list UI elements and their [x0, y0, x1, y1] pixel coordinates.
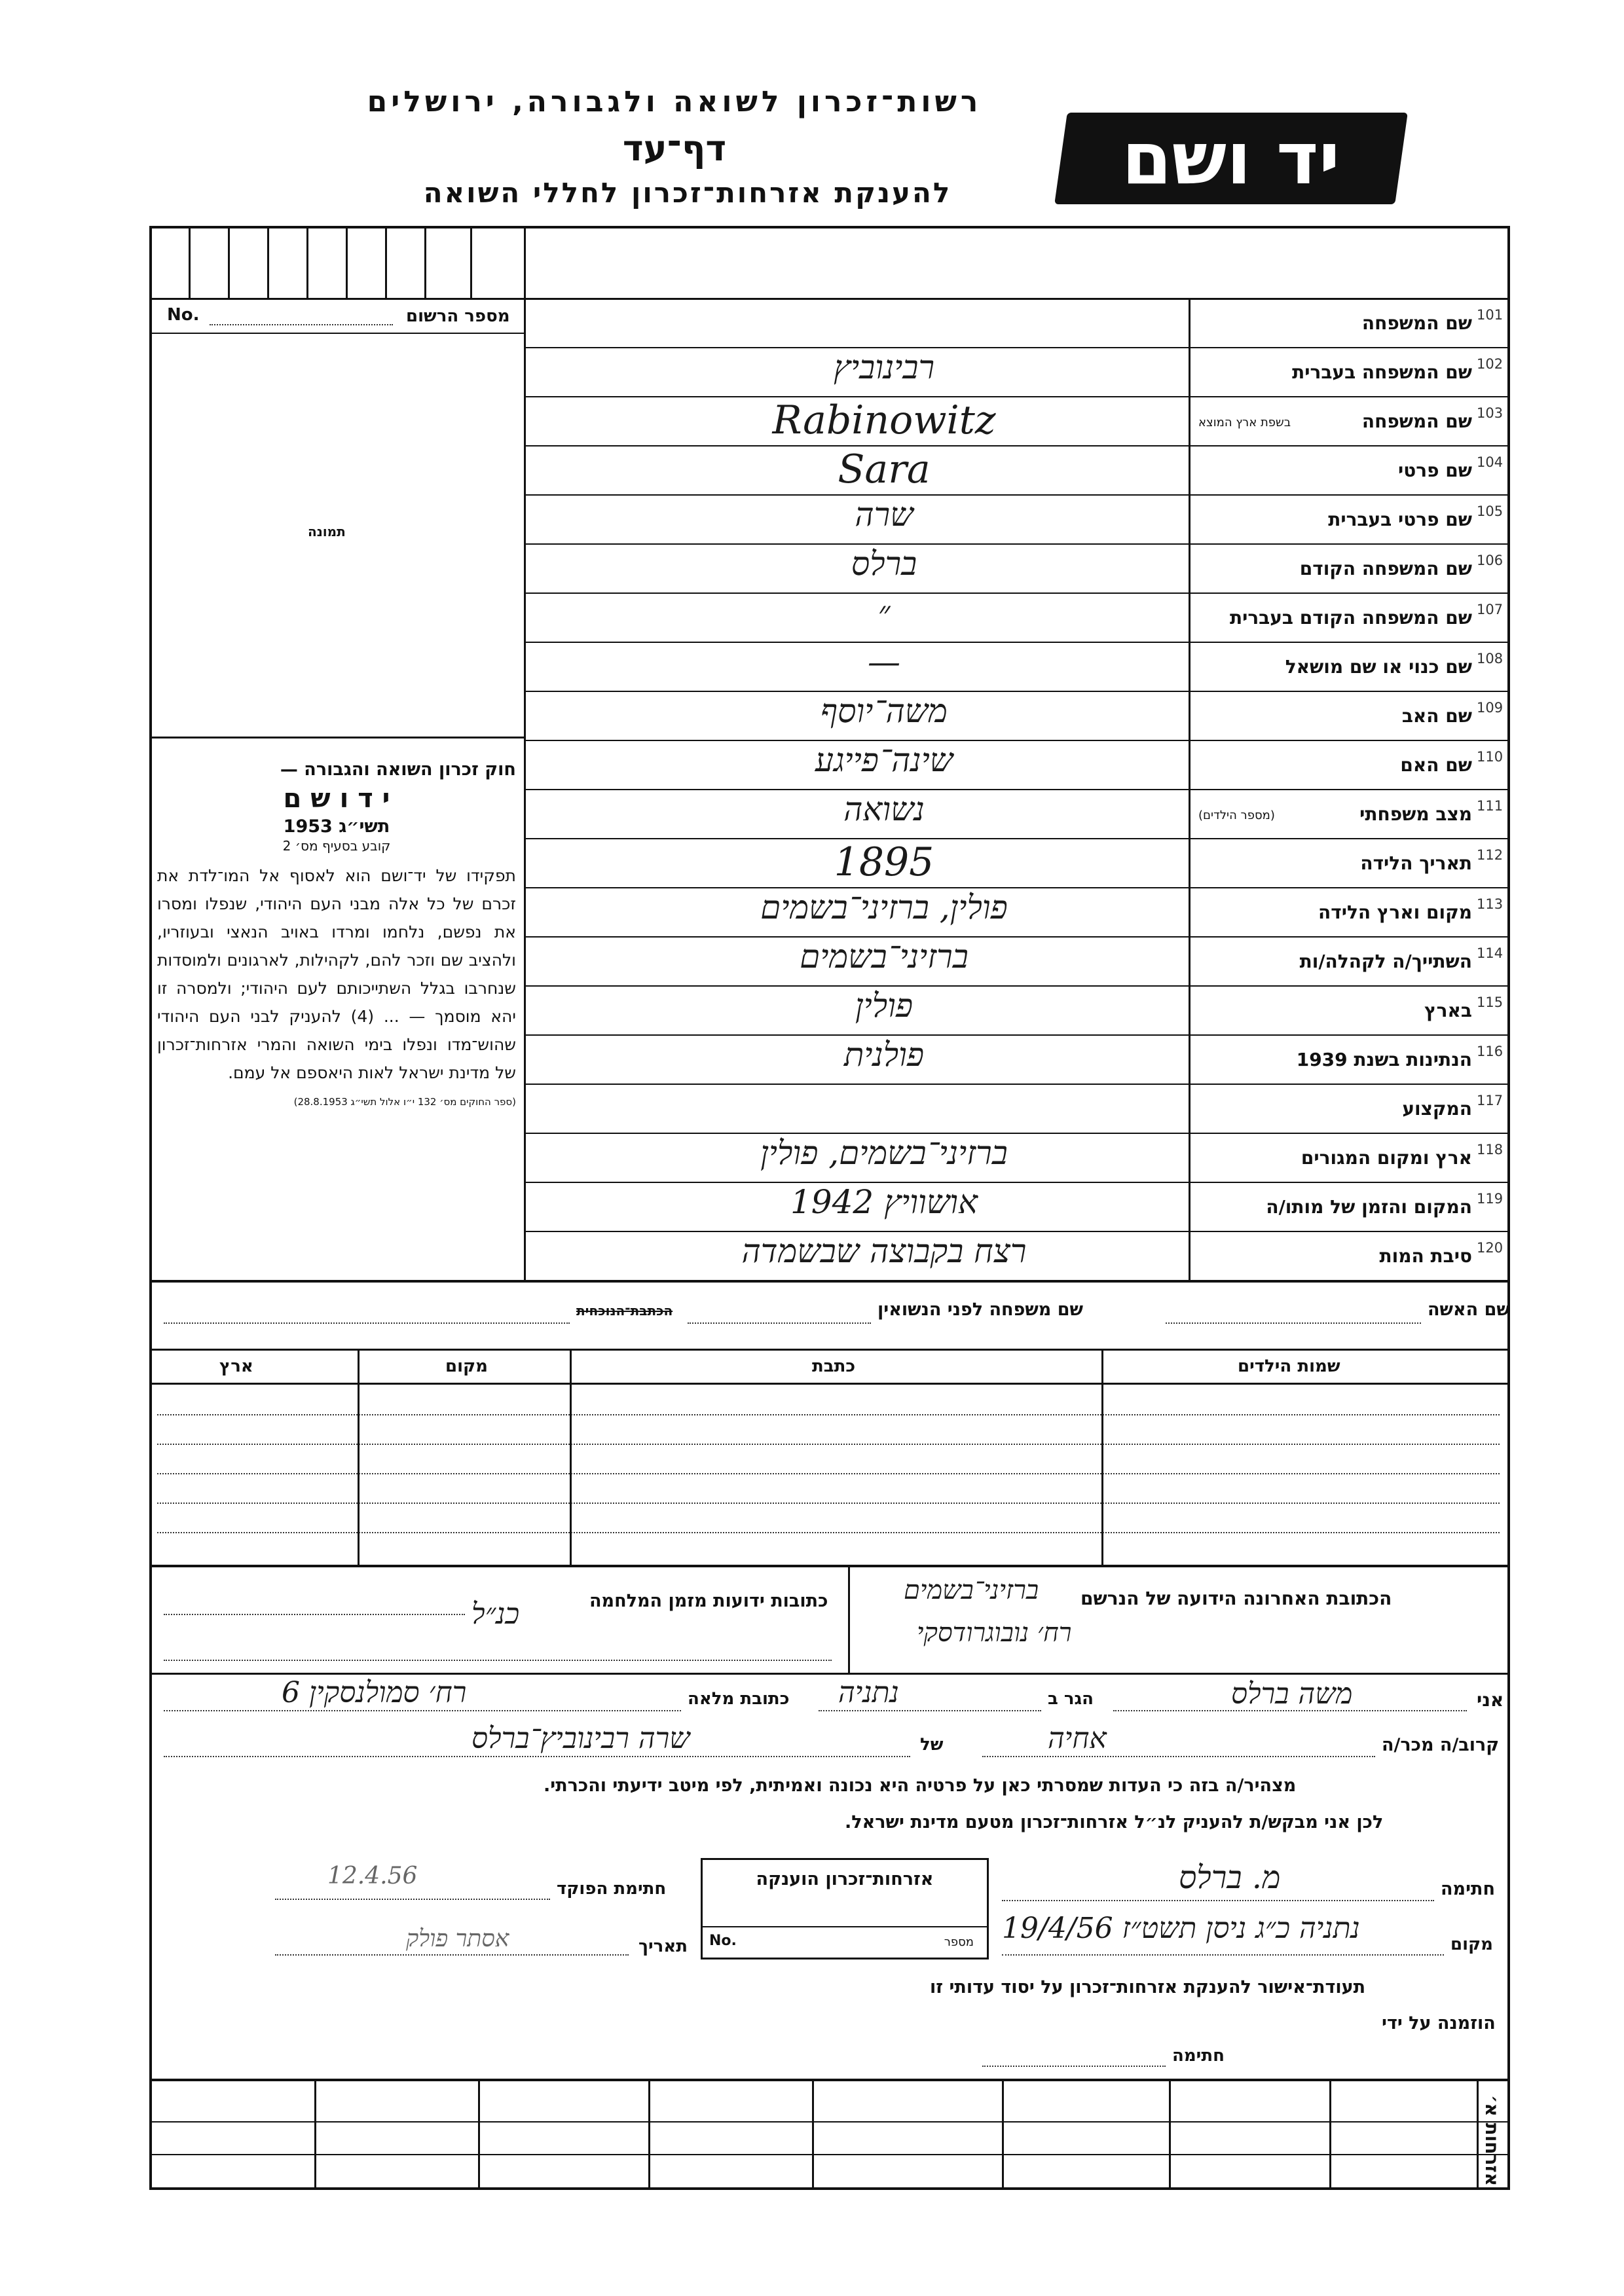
confirmation-line2: הוזמנה על ידי — [1382, 2013, 1496, 2033]
field-label: בארץ — [1424, 1000, 1472, 1021]
place-label: מקום — [1450, 1935, 1493, 1954]
last-address-label: הכתובת האחרונה הידועה של הנרשם — [1080, 1588, 1392, 1609]
maiden-name-label: שם משפחה לפני הנשואין — [877, 1300, 1084, 1320]
field-value: פולין — [855, 987, 913, 1025]
yad-vashem-logo — [1054, 113, 1408, 204]
children-row — [157, 1414, 1500, 1415]
field-label: שם המשפחה — [1361, 410, 1472, 432]
children-row — [157, 1503, 1500, 1504]
field-value: ברזיני־בשמים, פולין — [760, 1134, 1008, 1172]
field-number: 108 — [1477, 651, 1504, 666]
field-label: שם המשפחה הקודם — [1299, 558, 1472, 579]
date-label: תאריך — [638, 1937, 688, 1956]
field-value: נשואה — [843, 790, 925, 828]
field-label: הנתינות בשנת 1939 — [1296, 1049, 1472, 1070]
field-label-note: בשפת ארץ המוצא — [1198, 416, 1291, 429]
last-address-value-2: רח׳ נובוגרודסקי — [917, 1618, 1072, 1648]
relative-label: קרוב/ה מכר/ה — [1382, 1735, 1500, 1755]
law-clause: קובע בסעיף מס׳ 2 — [282, 838, 391, 854]
field-number: 107 — [1477, 602, 1504, 617]
field-value: ״ — [877, 594, 891, 632]
field-label: שם כנוי או שם מושאל — [1285, 656, 1472, 678]
officer-value: 12.4.56 — [327, 1863, 418, 1889]
field-number: 103 — [1477, 405, 1504, 421]
children-col-address: כתבת — [812, 1357, 856, 1376]
field-value: פולין, ברזיני־בשמים — [760, 888, 1008, 926]
form-title: דף־עד — [622, 128, 727, 169]
field-value: Rabinowitz — [772, 397, 996, 443]
field-number: 115 — [1477, 994, 1504, 1010]
field-label: שם המשפחה — [1361, 312, 1472, 334]
law-footnote: (ספר החוקים מס׳ 132 י״ו אלול תשי״ג 28.8.1953) — [293, 1096, 516, 1108]
children-row — [157, 1473, 1500, 1474]
field-number: 109 — [1477, 700, 1504, 716]
signature-value: מ. ברלס — [1179, 1859, 1281, 1896]
date-value: אסתר פולק — [406, 1925, 509, 1952]
form-subtitle: להענקת אזרחות־זכרון לחללי השואה — [423, 177, 952, 209]
of-label: של — [920, 1735, 944, 1755]
registration-label: מספר הרשום — [406, 306, 510, 326]
field-number: 105 — [1477, 503, 1504, 519]
wife-name-label: שם האשה — [1428, 1300, 1510, 1320]
field-label: שם האם — [1400, 754, 1472, 776]
code-boxes — [149, 226, 526, 298]
confirmation-sig: חתימה — [1172, 2046, 1225, 2066]
field-number: 116 — [1477, 1044, 1504, 1059]
resides-value: נתניה — [838, 1676, 899, 1709]
confirmation-line1: תעודת־אישור להענקת אזרחות־זכרון על יסוד עדותי זו — [930, 1977, 1366, 1997]
field-label: שם פרטי — [1397, 460, 1472, 481]
field-value: שינה־פייגע — [815, 741, 953, 779]
law-name: י ד ו ש ם — [283, 784, 390, 814]
declaration-statement: מצהיר/ה בזה כי העדות שמסרתי כאן על פרטיה היא נכונה ואמיתית, לפי מיטב ידיעתי והכרתי. — [544, 1776, 1297, 1796]
field-number: 102 — [1477, 356, 1504, 372]
field-number: 119 — [1477, 1191, 1504, 1207]
field-value: ברלס — [851, 545, 917, 583]
children-col-names: שמות הילדים — [1238, 1357, 1340, 1376]
field-value: פולנית — [843, 1036, 925, 1074]
ani-value: משה ברלס — [1231, 1677, 1353, 1711]
field-value: Sara — [838, 446, 931, 492]
ani-label: אני — [1477, 1689, 1504, 1711]
field-number: 114 — [1477, 945, 1504, 961]
law-year: תשי״ג 1953 — [283, 816, 390, 837]
field-value: רבינוביץ — [833, 348, 935, 386]
citizenship-granted-box — [701, 1858, 989, 1959]
field-label: מצב משפחתי — [1359, 803, 1472, 825]
field-value: אושוויץ 1942 — [790, 1183, 978, 1221]
field-number: 112 — [1477, 847, 1504, 863]
field-value: — — [868, 643, 900, 681]
children-col-place: מקום — [445, 1357, 488, 1376]
children-col-country: ארץ — [219, 1357, 253, 1376]
field-label: מקום וארץ הלידה — [1318, 902, 1472, 923]
field-number: 111 — [1477, 798, 1504, 814]
officer-label: חתימת הפוקד — [557, 1879, 667, 1899]
field-label: השתייך/ה לקהלה/ות — [1299, 951, 1472, 972]
field-label: שם המשפחה הקודם בעברית — [1229, 607, 1472, 629]
logo-text: יד ושם — [1122, 117, 1340, 200]
side-stamp: אזרחות א׳ — [1481, 2095, 1503, 2186]
children-row — [157, 1532, 1500, 1533]
field-number: 113 — [1477, 896, 1504, 912]
field-number: 120 — [1477, 1240, 1504, 1256]
field-value: ברזיני־בשמים — [800, 938, 969, 975]
full-address-value: רח׳ סמולנסקין 6 — [282, 1676, 467, 1709]
declaration-request: לכן אני מבקש/ת להעניק לנ״ל אזרחות־זכרון מטעם מדינת ישראל. — [845, 1812, 1384, 1832]
field-label: תאריך הלידה — [1360, 852, 1472, 874]
law-box — [157, 759, 516, 1108]
field-label-note: (מספר הילדים) — [1198, 809, 1275, 822]
signature-label: חתימה — [1441, 1879, 1496, 1899]
law-title: חוק זכרון השואה והגבורה — — [280, 759, 516, 780]
field-label: סיבת המות — [1379, 1245, 1472, 1267]
last-address-value: ברזיני־בשמים — [904, 1575, 1039, 1605]
field-number: 104 — [1477, 454, 1504, 470]
field-label: המקצוע — [1402, 1098, 1472, 1120]
of-value: שרה רבינוביץ־ברלס — [471, 1722, 690, 1755]
registration-no: No. — [167, 305, 200, 325]
box-title: אזרחות־זכרון הוענקה — [756, 1869, 934, 1889]
field-number: 101 — [1477, 307, 1504, 323]
law-body: תפקידו של יד־ושם הוא לאסוף אל המו־לדת את זכרם של כל אלה מבני העם היהודי, שנפלו ומסרו את נפשם, נלחמו ומרדו באויב הנאצי ובעוזריו, ולהציב שם וזכר להם, לקהילות, לארגונים ולמוסדות שנחרבו בגלל השתייכותם לעם היהודי; ולמסרה זו יהא מוסמך — ... (4) להעניק לבני העם היהודי שהוש־מדו ונפלו בימי השואה והמרי אזרחות־זכרון של מדינת ישראל לאות היאספם אל עמם. — [157, 866, 516, 1082]
field-label: שם המשפחה בעברית — [1292, 361, 1472, 383]
photo-label: תמונה — [308, 524, 346, 539]
field-value: שרה — [855, 496, 913, 534]
field-number: 106 — [1477, 553, 1504, 568]
field-number: 110 — [1477, 749, 1504, 765]
wife-address-label: הכתבת־הנוכחית — [576, 1303, 673, 1319]
authority-title: רשות־זכרון לשואה ולגבורה, ירושלים — [367, 85, 982, 118]
place-value: נתניה כ״ג ניסן תשט״ז 19/4/56 — [1002, 1912, 1360, 1945]
resides-label: הגר ב — [1048, 1689, 1094, 1709]
field-value: משה־יוסף — [821, 692, 948, 730]
box-no: No. — [709, 1933, 737, 1949]
field-label: ארץ ומקום המגורים — [1301, 1147, 1472, 1169]
war-address-label: כתובות ידועות מזמן המלחמה — [589, 1591, 828, 1611]
field-number: 118 — [1477, 1142, 1504, 1157]
children-row — [157, 1444, 1500, 1445]
field-label: שם פרטי בעברית — [1328, 509, 1472, 530]
box-number-label: מספר — [944, 1935, 974, 1949]
field-label: המקום והזמן של מותו/ה — [1266, 1196, 1472, 1218]
field-value: רצח בקבוצה שבשמדה — [741, 1232, 1027, 1270]
relative-value: אחיה — [1048, 1722, 1107, 1755]
field-label: שם האב — [1401, 705, 1472, 727]
field-number: 117 — [1477, 1093, 1504, 1108]
field-value: 1895 — [834, 839, 934, 885]
war-address-value: כנ״ל — [471, 1597, 520, 1631]
full-address-label: כתובת מלאה — [688, 1689, 790, 1709]
